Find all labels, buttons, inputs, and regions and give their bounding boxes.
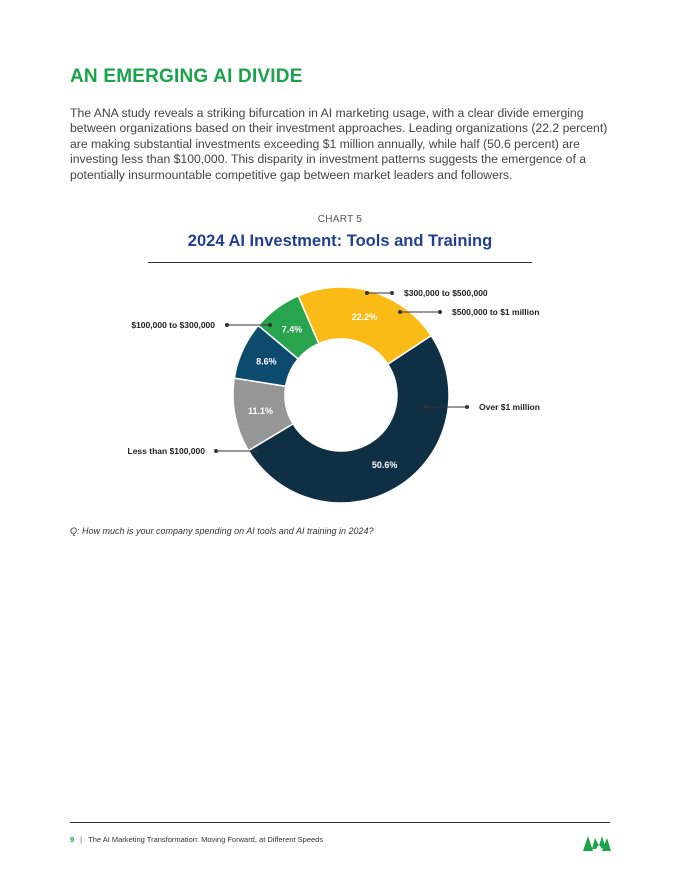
slice-value-label: 11.1% (247, 406, 274, 417)
leader-dot (438, 310, 442, 314)
leader-dot (465, 405, 469, 409)
footer (70, 835, 323, 844)
page-heading: AN EMERGING AI DIVIDE (70, 66, 303, 87)
ana-logo-icon (582, 832, 612, 852)
slice-category-label: Less than $100,000 (127, 446, 205, 456)
footer-title: The AI Marketing Transformation: Moving Forward, at Different Speeds (88, 835, 324, 844)
chart-title: 2024 AI Investment: Tools and Training (187, 232, 493, 250)
survey-question: Q: How much is your company spending on AI tools and AI training in 2024? (70, 526, 374, 536)
intro-paragraph: The ANA study reveals a striking bifurcation in AI marketing usage, with a clear divide emerging between organizations based on their investment approaches. Leading organizations (22.2 percent) are making substantial investments exceeding $1 million annually, while half (50.6 percent) are investing less than $100,000. This disparity in investment patterns suggests the emergence of a potentially insurmountable competitive gap between market leaders and followers. (70, 106, 608, 182)
leader-dot (398, 310, 402, 314)
leader-dot (214, 449, 218, 453)
slice-value-label: 22.2% (351, 311, 378, 322)
slice-value-label: 7.4% (281, 324, 303, 335)
leader-dot (365, 291, 369, 295)
slice-category-label: Over $1 million (479, 402, 540, 412)
leader-dot (424, 405, 428, 409)
leader-dot (254, 449, 258, 453)
slice-value-label: 50.6% (371, 459, 398, 470)
slice-category-label: $100,000 to $300,000 (131, 320, 215, 330)
slice-value-label: 8.6% (256, 356, 277, 367)
slice-category-label: $300,000 to $500,000 (404, 288, 488, 298)
leader-dot (268, 323, 272, 327)
chart-number-label: CHART 5 (317, 214, 363, 225)
page-number: 9 (70, 835, 75, 844)
footer-rule (70, 822, 610, 823)
leader-dot (225, 323, 229, 327)
footer-separator: | (80, 835, 83, 844)
slice-category-label: $500,000 to $1 million (452, 307, 540, 317)
leader-dot (390, 291, 394, 295)
